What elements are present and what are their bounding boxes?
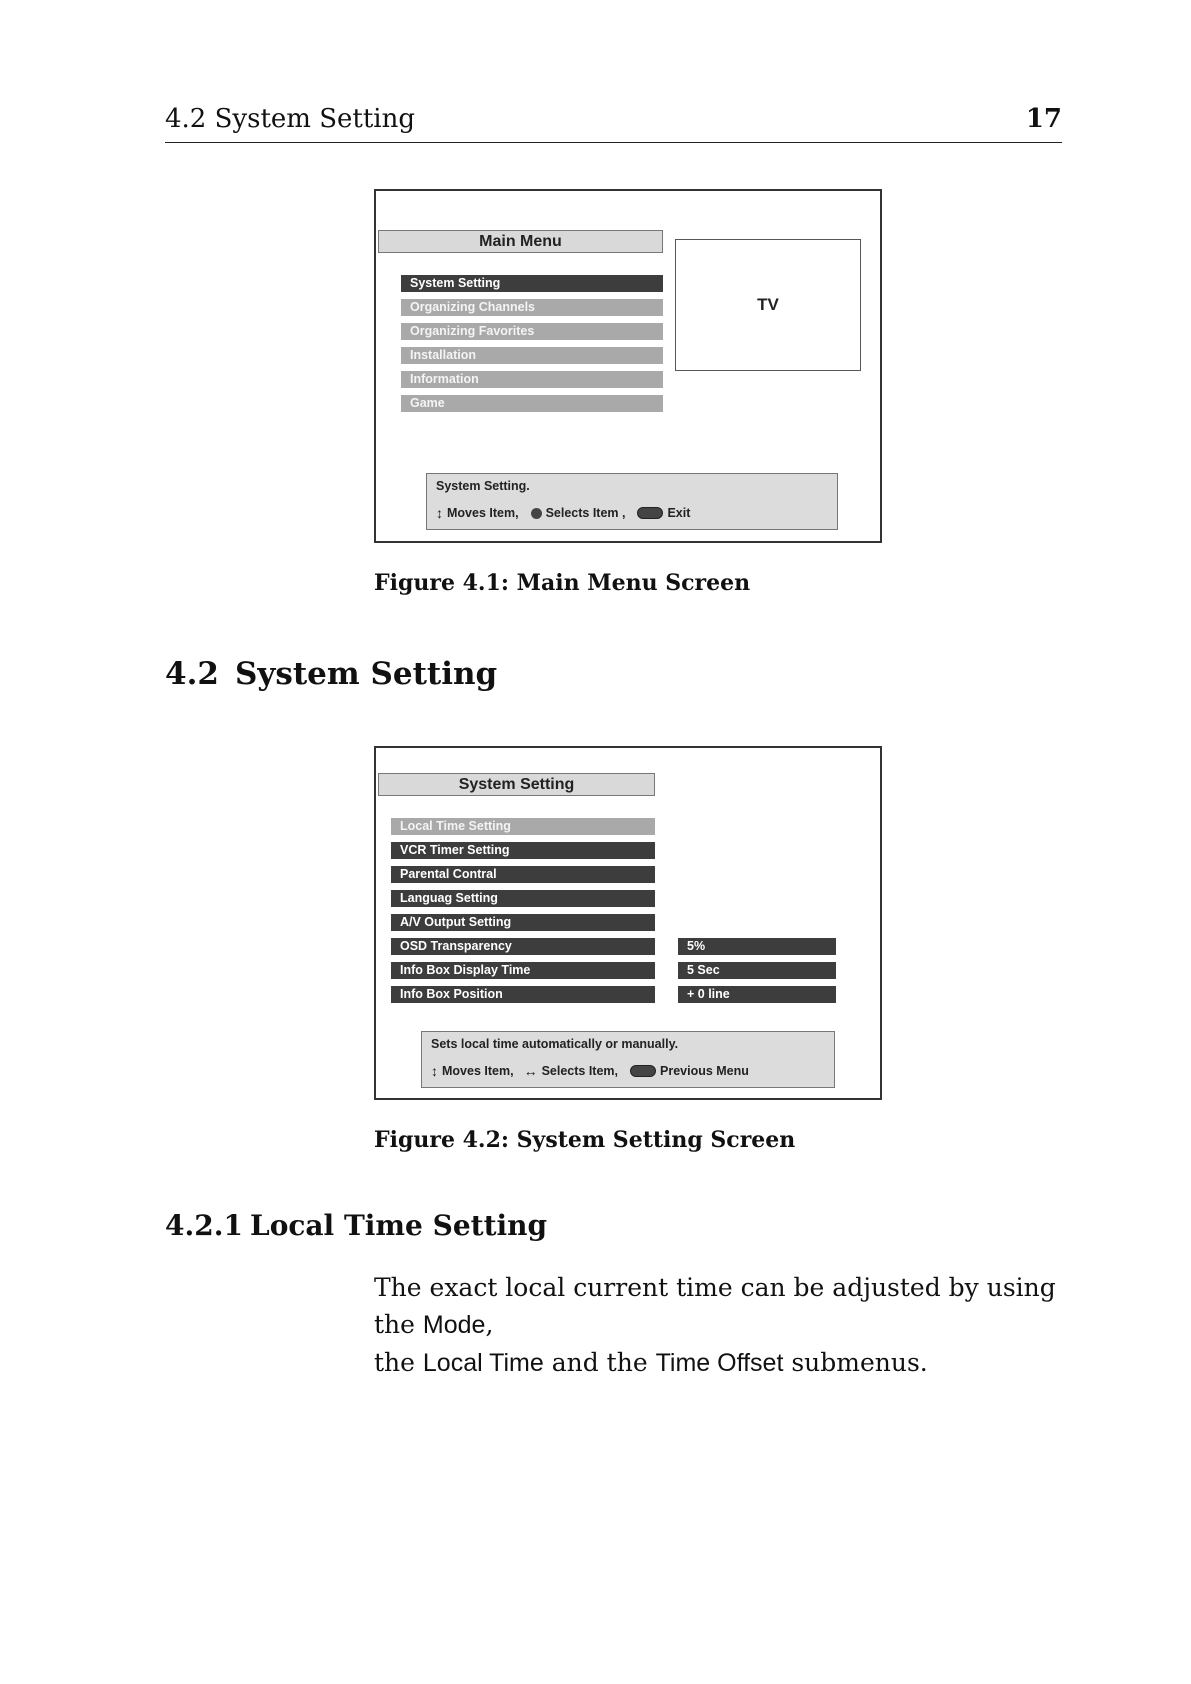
running-header-title: 4.2 System Setting <box>165 104 416 134</box>
ok-button-icon <box>531 508 542 519</box>
menu-item-game[interactable]: Game <box>401 395 663 412</box>
menu-item-information[interactable]: Information <box>401 371 663 388</box>
help-text: System Setting. <box>436 479 530 493</box>
menu-item-av-output-setting[interactable]: A/V Output Setting <box>391 914 655 931</box>
figure-2-caption: Figure 4.2: System Setting Screen <box>374 1127 796 1153</box>
body-text-part: , <box>485 1310 494 1339</box>
term-time-offset: Time Offset <box>655 1349 784 1377</box>
subsection-title: Local Time Setting <box>250 1209 548 1242</box>
menu-item-local-time-setting[interactable]: Local Time Setting <box>391 818 655 835</box>
menu-item-organizing-favorites[interactable]: Organizing Favorites <box>401 323 663 340</box>
menu-item-language-setting[interactable]: Languag Setting <box>391 890 655 907</box>
menu-item-info-box-display-time[interactable]: Info Box Display Time <box>391 962 655 979</box>
left-right-arrow-icon: ↔ <box>523 1063 538 1079</box>
menu-item-osd-transparency[interactable]: OSD Transparency <box>391 938 655 955</box>
body-paragraph <box>374 1269 1074 1382</box>
body-text-part: and the <box>543 1348 656 1377</box>
value-osd-transparency[interactable]: 5% <box>678 938 836 955</box>
menu-item-parental-control[interactable]: Parental Contral <box>391 866 655 883</box>
help-box <box>426 473 838 530</box>
hint-move: Moves Item, <box>447 506 519 520</box>
page-number: 17 <box>1025 104 1062 134</box>
hint-exit: Exit <box>667 506 691 520</box>
menu-button-icon <box>630 1065 656 1077</box>
value-info-box-display-time[interactable]: 5 Sec <box>678 962 836 979</box>
up-down-arrow-icon: ↕ <box>431 1063 438 1079</box>
up-down-arrow-icon: ↕ <box>436 505 443 521</box>
section-title: System Setting <box>235 656 498 692</box>
figure-main-menu <box>374 189 882 543</box>
menu-item-organizing-channels[interactable]: Organizing Channels <box>401 299 663 316</box>
body-text-part: submenus. <box>783 1348 928 1377</box>
term-mode: Mode <box>422 1311 486 1339</box>
tv-label: TV <box>757 295 779 314</box>
body-text-part: the <box>374 1348 423 1377</box>
help-text: Sets local time automatically or manually. <box>431 1037 679 1051</box>
menu-item-vcr-timer-setting[interactable]: VCR Timer Setting <box>391 842 655 859</box>
help-box <box>421 1031 835 1088</box>
section-number: 4.2 <box>165 656 219 692</box>
key-hints <box>431 1063 749 1079</box>
tv-preview <box>675 239 861 371</box>
key-hints <box>436 505 690 521</box>
section-heading <box>165 656 497 692</box>
menu-item-system-setting[interactable]: System Setting <box>401 275 663 292</box>
hint-previous-menu: Previous Menu <box>660 1064 749 1078</box>
subsection-number: 4.2.1 <box>165 1209 243 1242</box>
main-menu-title: Main Menu <box>378 230 663 253</box>
figure-system-setting <box>374 746 882 1100</box>
hint-move: Moves Item, <box>442 1064 514 1078</box>
figure-1-caption: Figure 4.1: Main Menu Screen <box>374 570 751 596</box>
term-local-time: Local Time <box>422 1349 544 1377</box>
running-header <box>165 104 1062 143</box>
hint-select: Selects Item, <box>541 1064 618 1078</box>
value-info-box-position[interactable]: + 0 line <box>678 986 836 1003</box>
menu-button-icon <box>637 507 663 519</box>
hint-select: Selects Item , <box>545 506 626 520</box>
menu-item-info-box-position[interactable]: Info Box Position <box>391 986 655 1003</box>
subsection-heading <box>165 1209 547 1242</box>
body-text-part: The exact local current time can be adjusted by using the <box>374 1273 1056 1339</box>
system-setting-title: System Setting <box>378 773 655 796</box>
menu-item-installation[interactable]: Installation <box>401 347 663 364</box>
